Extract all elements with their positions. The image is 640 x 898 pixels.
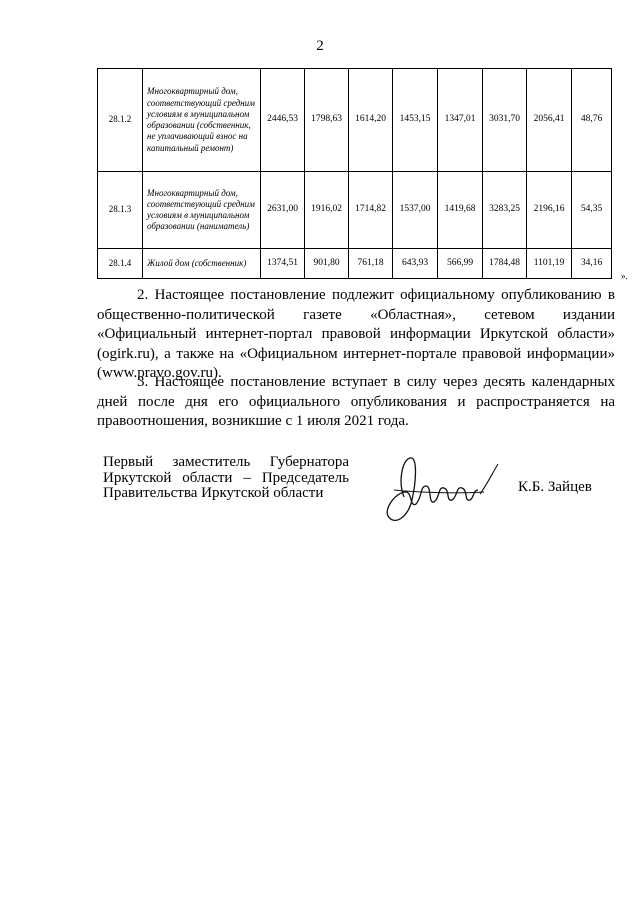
row-value: 48,76 — [572, 69, 612, 172]
row-value: 1614,20 — [349, 69, 393, 172]
row-value: 54,35 — [572, 172, 612, 249]
table-row — [98, 69, 612, 172]
row-value: 1347,01 — [438, 69, 483, 172]
signer-name: К.Б. Зайцев — [518, 479, 592, 495]
row-value: 2446,53 — [261, 69, 305, 172]
table-close-quote: ». — [621, 271, 628, 281]
row-value: 1798,63 — [305, 69, 349, 172]
row-code: 28.1.4 — [98, 249, 143, 279]
row-value: 1419,68 — [438, 172, 483, 249]
row-value: 1374,51 — [261, 249, 305, 279]
signer-title: Первый заместитель Губернатора Иркутской области – Председатель Правительства Иркутской области — [103, 454, 349, 501]
row-value: 3031,70 — [483, 69, 527, 172]
row-value: 1916,02 — [305, 172, 349, 249]
row-value: 566,99 — [438, 249, 483, 279]
tariff-table — [97, 68, 612, 279]
table-row — [98, 249, 612, 279]
row-value: 1101,19 — [527, 249, 572, 279]
row-description: Многоквартирный дом, соответствующий средним условиям в муниципальном образовании (наниматель) — [143, 172, 261, 249]
paragraph-effective-date: 3. Настоящее постановление вступает в силу через десять календарных дней после дня его официального опубликования и распространяется на правоотношения, возникшие с 1 июля 2021 года. — [97, 374, 615, 429]
row-value: 2196,16 — [527, 172, 572, 249]
row-value: 1714,82 — [349, 172, 393, 249]
row-value: 643,93 — [393, 249, 438, 279]
row-description: Жилой дом (собственник) — [143, 249, 261, 279]
row-value: 34,16 — [572, 249, 612, 279]
row-value: 1453,15 — [393, 69, 438, 172]
row-value: 901,80 — [305, 249, 349, 279]
row-value: 3283,25 — [483, 172, 527, 249]
row-value: 1537,00 — [393, 172, 438, 249]
table-row — [98, 172, 612, 249]
paragraph-publication: 2. Настоящее постановление подлежит официальному опубликованию в общественно-политической газете «Областная», сетевом издании «Официальный интернет-портал правовой информации Иркутской области» (ogirk.ru), а также на «Официальном интернет-портале правовой информации» (www.pravo.gov.ru). — [97, 287, 615, 381]
row-value: 2631,00 — [261, 172, 305, 249]
row-description: Многоквартирный дом, соответствующий средним условиям в муниципальном образовании (собственник, не уплачивающий взнос на капитальный ремонт) — [143, 69, 261, 172]
row-code: 28.1.3 — [98, 172, 143, 249]
row-code: 28.1.2 — [98, 69, 143, 172]
row-value: 1784,48 — [483, 249, 527, 279]
page-number: 2 — [316, 38, 324, 54]
handwritten-signature — [374, 452, 504, 532]
row-value: 761,18 — [349, 249, 393, 279]
row-value: 2056,41 — [527, 69, 572, 172]
